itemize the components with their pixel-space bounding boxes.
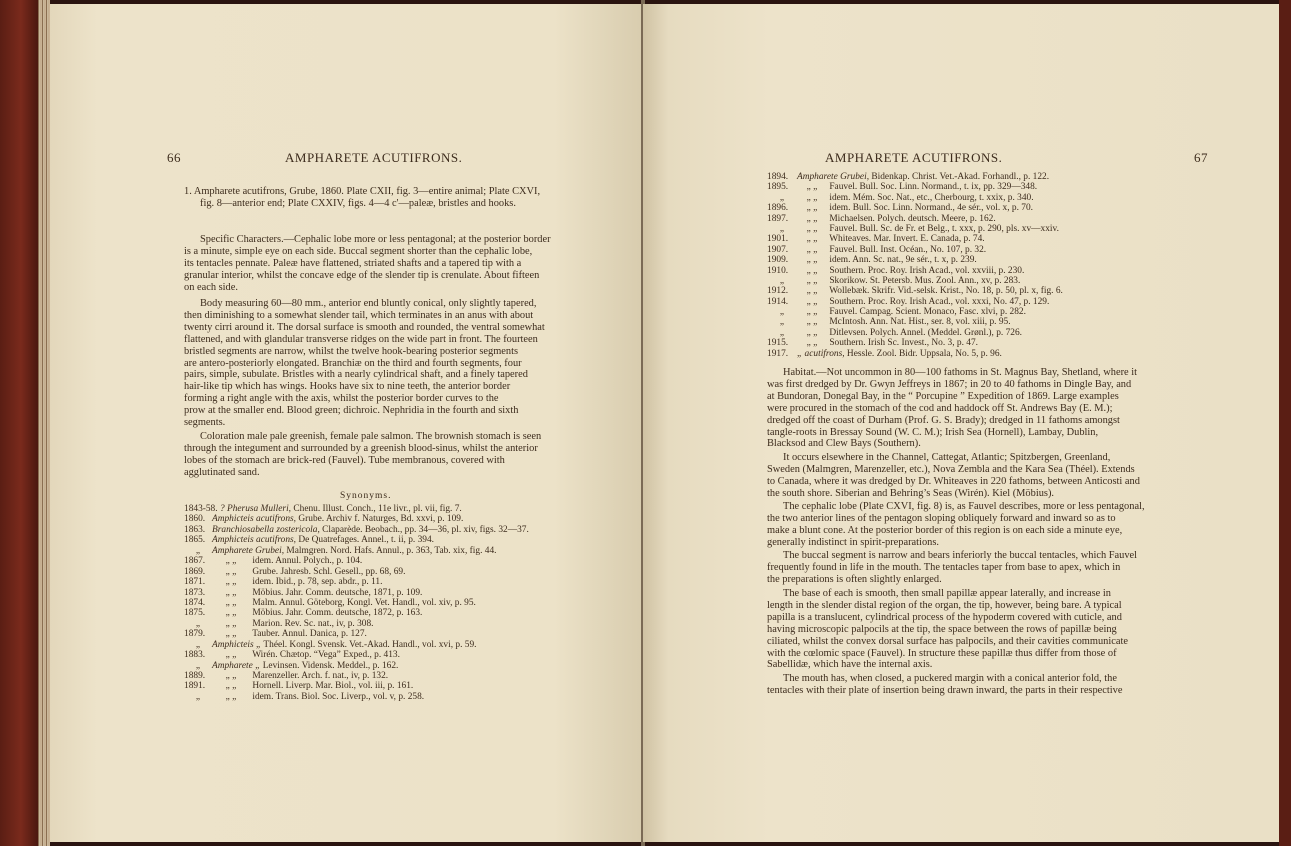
synonym-row [767, 276, 1063, 286]
body-description [184, 298, 634, 429]
synonym-row [767, 349, 1063, 359]
synonym-row [767, 297, 1063, 307]
syn-ditto: „ „ [806, 327, 818, 338]
syn-ditto: „ „ [806, 213, 818, 224]
syn-year: „ [195, 618, 201, 629]
syn-year: 1915. [767, 338, 789, 349]
synonym-row [767, 245, 1063, 255]
syn-ditto: „ „ [225, 618, 237, 629]
running-head: AMPHARETE ACUTIFRONS. [825, 150, 1003, 165]
syn-year: 1875. [184, 608, 206, 619]
syn-year: „ [779, 223, 785, 234]
syn-ref: Wollebæk. Skrifr. Vid.-selsk. Krist., No. 18, p. 50, pl. x, fig. 6. [829, 286, 1063, 297]
text-line: its tentacles pennate. Paleæ have flattened, striated shafts and a tapered tip with a [184, 257, 522, 269]
text-line: ciliated, whilst the convex dorsal surface has palpocils, and their cavities communicate [767, 635, 1128, 647]
synonym-row [767, 193, 1063, 203]
syn-year: „ [779, 307, 785, 318]
page-edges [38, 0, 50, 846]
syn-year: 1907. [767, 244, 789, 255]
syn-year: „ [779, 317, 785, 328]
text-line: then diminishing to a somewhat slender tail, which terminates in an anus with about [184, 309, 534, 321]
syn-ref: idem. Bull. Soc. Linn. Normand., 4e sér., vol. x, p. 70. [829, 203, 1033, 214]
syn-ref: Chenu. Illust. Conch., 11e livr., pl. vii, fig. 7. [293, 504, 462, 514]
text-line: Body measuring 60—80 mm., anterior end bluntly conical, only slightly tapered, [200, 298, 537, 309]
text-line: agglutinated sand. [184, 466, 260, 478]
syn-year: 1894. [767, 172, 789, 182]
tentacle-base [767, 588, 1249, 671]
synonym-row [184, 514, 529, 524]
syn-ditto: „ „ [225, 556, 237, 567]
text-line: twenty cirri around it. The dorsal surface is smooth and rounded, the ventral somewhat [184, 321, 545, 333]
syn-name: Amphicteis „ [212, 639, 262, 650]
synonym-row [184, 567, 529, 577]
syn-name: Branchiosabella zostericola, [212, 524, 320, 535]
text-line: The cephalic lobe (Plate CXVI, fig. 8) is, as Fauvel describes, more or less pentagonal, [783, 501, 1145, 512]
syn-ditto: „ „ [806, 223, 818, 234]
syn-name: Amphicteis acutifrons, [212, 535, 297, 546]
syn-year: 1879. [184, 629, 206, 640]
syn-ditto: „ „ [806, 338, 818, 349]
synonym-row [184, 525, 529, 535]
text-line: the preparations is often slightly enlarged. [767, 573, 942, 585]
syn-ref: Skorikow. St. Petersb. Mus. Zool. Ann., xv, p. 283. [829, 275, 1021, 286]
syn-year: „ [195, 691, 201, 702]
text-line: at Bundoran, Donegal Bay, in the “ Porcupine ” Expedition of 1869. Large examples [767, 390, 1119, 402]
syn-year: „ [779, 275, 785, 286]
syn-ditto: „ „ [225, 650, 237, 661]
synonym-row [767, 214, 1063, 224]
syn-year: 1865. [184, 535, 206, 546]
syn-ref: idem. Annul. Polych., p. 104. [252, 556, 363, 567]
running-head: AMPHARETE ACUTIFRONS. [285, 150, 463, 165]
syn-year: 1897. [767, 213, 789, 224]
syn-year: 1883. [184, 650, 206, 661]
right-page [643, 4, 1279, 842]
syn-ref: Southern. Irish Sc. Invest., No. 3, p. 47. [829, 338, 979, 349]
syn-ref: Fauvel. Bull. Sc. de Fr. et Belg., t. xxx, p. 290, pls. xv—xxiv. [829, 223, 1059, 234]
syn-ref: Grube. Jahresb. Schl. Gesell., pp. 68, 69. [252, 566, 406, 577]
synonym-row [184, 577, 529, 587]
syn-name: ? Pherusa Mulleri, [219, 504, 292, 514]
syn-ditto: „ „ [225, 587, 237, 598]
synonyms-heading: Synonyms. [340, 491, 392, 501]
syn-ditto: „ „ [806, 255, 818, 266]
synonym-row [767, 307, 1063, 317]
syn-year: 1896. [767, 203, 789, 214]
text-line: to Canada, where it was dredged by Dr. Whiteaves in 220 fathoms, between Anticosti and [767, 475, 1140, 487]
syn-ditto: „ „ [806, 286, 818, 297]
syn-year: 1891. [184, 681, 206, 692]
syn-ditto: „ „ [806, 317, 818, 328]
synonym-row [767, 234, 1063, 244]
syn-ditto: „ „ [806, 307, 818, 318]
syn-ref: Fauvel. Bull. Inst. Océan., No. 107, p. 32. [829, 244, 987, 255]
syn-ref: Tauber. Annul. Danica, p. 127. [252, 629, 367, 640]
syn-name: Ampharete Grubei, [212, 545, 285, 556]
text-line: are antero-posteriorly elongated. Branchiæ on the third and fourth segments, four [184, 357, 522, 369]
syn-year: „ [779, 327, 785, 338]
book-cover-right [1279, 0, 1291, 846]
text-line: on each side. [184, 281, 238, 293]
syn-ditto: „ „ [225, 629, 237, 640]
syn-name: Ampharete „ [212, 660, 261, 671]
syn-ditto: „ „ [225, 577, 237, 588]
text-line: make a blunt cone. At the posterior border of this region is on each side a minute eye, [767, 524, 1123, 536]
syn-ditto: „ „ [225, 681, 237, 692]
syn-ref: Hornell. Liverp. Mar. Biol., vol. iii, p. 161. [252, 681, 414, 692]
text-line: tangle-roots in Bressay Sound (W. C. M.); Irish Sea (Hornell), Lambay, Dublin, [767, 426, 1099, 438]
distribution [767, 452, 1249, 500]
text-line: The mouth has, when closed, a puckered margin with a conical anterior fold, the [783, 673, 1117, 684]
synonym-row [184, 650, 529, 660]
syn-year: 1843-58. [184, 504, 218, 514]
text-line: flattened, and with glandular transverse ridges on the wide part in front. The fourteen [184, 333, 538, 345]
buccal-segment [767, 550, 1249, 586]
text-line: were procured in the stomach of the cod and haddock off St. Andrews Bay (E. M.); [767, 402, 1113, 414]
syn-ref: idem. Ann. Sc. nat., 9e sér., t. x, p. 239. [829, 255, 977, 266]
syn-year: 1909. [767, 255, 789, 266]
syn-ref: Möbius. Jahr. Comm. deutsche, 1871, p. 109. [252, 587, 423, 598]
syn-year: „ [779, 192, 785, 203]
syn-ref: idem. Mém. Soc. Nat., etc., Cherbourg, t. xxix, p. 340. [829, 192, 1034, 203]
syn-ref: Southern. Proc. Roy. Irish Acad., vol. xxxi, No. 47, p. 129. [829, 296, 1050, 307]
text-line: is a minute, simple eye on each side. Buccal segment shorter than the cephalic lobe, [184, 245, 533, 257]
syn-ref: Grube. Archiv f. Naturges, Bd. xxvi, p. 109. [298, 514, 464, 525]
syn-ref: Marenzeller. Arch. f. nat., iv, p. 132. [252, 671, 389, 681]
syn-year: 1863. [184, 524, 206, 535]
syn-year: 1895. [767, 182, 789, 193]
text-line: length in the slender distal region of the organ, the tip, however, being bare. A typical [767, 599, 1122, 611]
book-cover-left [0, 0, 38, 846]
synonyms-list [184, 504, 529, 702]
syn-ditto: „ „ [806, 244, 818, 255]
syn-ref: Claparède. Beobach., pp. 34—36, pl. xiv, figs. 32—37. [322, 524, 529, 535]
syn-year: 1871. [184, 577, 206, 588]
text-line: bristled segments are narrow, whilst the twelve hook-bearing posterior segments [184, 345, 519, 357]
text-line: The base of each is smooth, then small papillæ appear laterally, and increase in [783, 588, 1111, 599]
text-line: granular interior, whilst the concave edge of the slender tip is crenulate. About fifteen [184, 269, 540, 281]
syn-year: 1889. [184, 671, 206, 681]
left-page [50, 4, 643, 842]
syn-ditto: „ „ [806, 275, 818, 286]
syn-year: 1912. [767, 286, 789, 297]
syn-ditto: „ „ [806, 192, 818, 203]
syn-ref: idem. Ibid., p. 78, sep. abdr., p. 11. [252, 577, 383, 588]
page-number: 66 [167, 150, 181, 165]
syn-year: 1910. [767, 265, 789, 276]
text-line: Sweden (Malmgren, Marenzeller, etc.), Nova Zembla and the Kara Sea (Théel). Extends [767, 463, 1135, 475]
synonym-row [767, 338, 1063, 348]
syn-ref: Marion. Rev. Sc. nat., iv, p. 308. [252, 618, 374, 629]
syn-name: Amphicteis acutifrons, [212, 514, 297, 525]
synonym-row [184, 556, 529, 566]
syn-ditto: „ „ [225, 608, 237, 619]
text-line: papilla is a translucent, cylindrical process of the hypoderm covered with cuticle, and [767, 611, 1122, 623]
text-line: hair-like tip which has wings. Hooks have six to nine teeth, the anterior border [184, 381, 511, 393]
text-line: tentacles with their plate of insertion being drawn inward, the parts in their respective [767, 684, 1123, 696]
syn-ditto: „ „ [225, 671, 237, 681]
syn-ref: Southern. Proc. Roy. Irish Acad., vol. xxviii, p. 230. [829, 265, 1025, 276]
text-line: the two anterior lines of the pentagon sloping obliquely forward and inward so as to [767, 512, 1116, 524]
synonym-row [767, 203, 1063, 213]
text-line: through the integument and surrounded by a greenish blood-sinus, whilst the anterior [184, 442, 538, 454]
synonym-row [767, 266, 1063, 276]
syn-ref: Ditlevsen. Polych. Annel. (Meddel. Grønl.), p. 726. [829, 327, 1023, 338]
synonym-row [767, 224, 1063, 234]
page-number: 67 [1194, 150, 1208, 165]
synonym-row [184, 681, 529, 691]
entry-line: fig. 8—anterior end; Plate CXXIV, figs. 4—4 c'—paleæ, bristles and hooks. [200, 197, 516, 209]
synonym-row [184, 640, 529, 650]
syn-year: „ [195, 660, 201, 671]
specific-characters [184, 234, 634, 294]
synonym-row [184, 671, 529, 681]
coloration [184, 431, 634, 479]
synonym-row [767, 286, 1063, 296]
synonym-row [184, 504, 529, 514]
text-line: with the cœlomic space (Fauvel). In structure these papillæ thus differ from those of [767, 647, 1117, 659]
text-line: was first dredged by Dr. Gwyn Jeffreys in 1867; in 20 to 40 fathoms in Dingle Bay, and [767, 378, 1132, 390]
syn-ref: Malmgren. Nord. Hafs. Annul., p. 363, Tab. xix, fig. 44. [286, 545, 497, 556]
synonym-row [767, 172, 1063, 182]
syn-ref: Möbius. Jahr. Comm. deutsche, 1872, p. 163. [252, 608, 423, 619]
synonyms-list-continued [767, 172, 1063, 359]
syn-ref: Fauvel. Campag. Scient. Monaco, Fasc. xlvi, p. 282. [829, 307, 1026, 318]
syn-ref: Michaelsen. Polych. deutsch. Meere, p. 162. [829, 213, 996, 224]
syn-ref: Levinsen. Vidensk. Meddel., p. 162. [262, 660, 399, 671]
text-line: Sabellidæ, which have the internal axis. [767, 659, 933, 671]
text-line: pairs, simple, subulate. Bristles with a nearly cylindrical shaft, and a finely tapered [184, 369, 528, 381]
synonym-row [184, 608, 529, 618]
synonym-row [184, 535, 529, 545]
species-entry [184, 186, 634, 210]
syn-year: „ [195, 545, 201, 556]
syn-name: „ acutifrons, [797, 348, 845, 359]
text-line: lobes of the stomach are brick-red (Fauvel). Tube membranous, covered with [184, 454, 505, 466]
mouth [767, 673, 1249, 697]
synonym-row [184, 661, 529, 671]
synonym-row [767, 328, 1063, 338]
syn-ditto: „ „ [225, 691, 237, 702]
syn-year: 1914. [767, 296, 789, 307]
habitat [767, 367, 1249, 450]
syn-ref: McIntosh. Ann. Nat. Hist., ser. 8, vol. xiii, p. 95. [829, 317, 1011, 328]
cephalic-lobe [767, 501, 1249, 549]
text-line: Coloration male pale greenish, female pale salmon. The brownish stomach is seen [200, 431, 542, 442]
syn-year: 1867. [184, 556, 206, 567]
syn-ref: Wirén. Chætop. “Vega” Exped., p. 413. [252, 650, 400, 661]
syn-ref: Fauvel. Bull. Soc. Linn. Normand., t. ix, pp. 329—348. [829, 182, 1038, 193]
syn-ref: idem. Trans. Biol. Soc. Liverp., vol. v, p. 258. [252, 691, 425, 702]
syn-ref: De Quatrefages. Annel., t. ii, p. 394. [298, 535, 435, 546]
syn-ditto: „ „ [806, 265, 818, 276]
text-line: Blacksod and Clew Bays (Southern). [767, 438, 921, 450]
syn-year: 1901. [767, 234, 789, 245]
synonym-row [184, 588, 529, 598]
synonym-row [767, 255, 1063, 265]
synonym-row [184, 598, 529, 608]
text-line: having microscopic palpocils at the tip, the space between the rows of papillæ being [767, 623, 1117, 635]
synonym-row [767, 182, 1063, 192]
syn-year: „ [195, 639, 201, 650]
text-line: forming a right angle with the axis, whilst the posterior border curves to the [184, 393, 499, 405]
synonym-row [184, 619, 529, 629]
syn-year: 1873. [184, 587, 206, 598]
syn-ditto: „ „ [806, 296, 818, 307]
text-line: frequently found in life in the mouth. The tentacles taper from base to apex, which in [767, 561, 1121, 573]
syn-ref: Malm. Annul. Göteborg, Kongl. Vet. Handl., vol. xiv, p. 95. [252, 597, 476, 608]
syn-ref: Bidenkap. Christ. Vet.-Akad. Forhandl., p. 122. [871, 172, 1050, 182]
syn-name: Ampharete Grubei, [797, 172, 870, 182]
synonym-row [184, 629, 529, 639]
syn-ditto: „ „ [806, 203, 818, 214]
synonym-row [767, 317, 1063, 327]
syn-year: 1869. [184, 566, 206, 577]
text-line: Specific Characters.—Cephalic lobe more or less pentagonal; at the posterior border [200, 234, 551, 245]
syn-year: 1874. [184, 597, 206, 608]
syn-ditto: „ „ [225, 566, 237, 577]
synonym-row [184, 692, 529, 702]
text-line: generally indistinct in spirit-preparations. [767, 536, 939, 548]
syn-year: 1860. [184, 514, 206, 525]
text-line: The buccal segment is narrow and bears inferiorly the buccal tentacles, which Fauvel [783, 550, 1138, 561]
syn-ref: Théel. Kongl. Svensk. Vet.-Akad. Handl., vol. xvi, p. 59. [263, 639, 477, 650]
syn-ditto: „ „ [225, 597, 237, 608]
syn-ref: Whiteaves. Mar. Invert. E. Canada, p. 74. [829, 234, 985, 245]
syn-ditto: „ „ [806, 182, 818, 193]
entry-line: 1. Ampharete acutifrons, Grube, 1860. Plate CXII, fig. 3—entire animal; Plate CXVI, [184, 186, 541, 197]
synonym-row [184, 546, 529, 556]
syn-ref: Hessle. Zool. Bidr. Uppsala, No. 5, p. 96. [846, 348, 1002, 359]
syn-year: 1917. [767, 348, 789, 359]
text-line: Habitat.—Not uncommon in 80—100 fathoms in St. Magnus Bay, Shetland, where it [783, 367, 1138, 378]
text-line: segments. [184, 417, 226, 429]
syn-ditto: „ „ [806, 234, 818, 245]
text-line: dredged off the coast of Durham (Prof. G. S. Brady); dredged in 11 fathoms amongst [767, 414, 1120, 426]
text-line: the south shore. Siberian and Behring’s Seas (Wirén). Kiel (Möbius). [767, 487, 1054, 499]
text-line: prow at the smaller end. Blood green; dichroic. Nephridia in the fourth and sixth [184, 405, 519, 417]
text-line: It occurs elsewhere in the Channel, Cattegat, Atlantic; Spitzbergen, Greenland, [783, 452, 1111, 463]
